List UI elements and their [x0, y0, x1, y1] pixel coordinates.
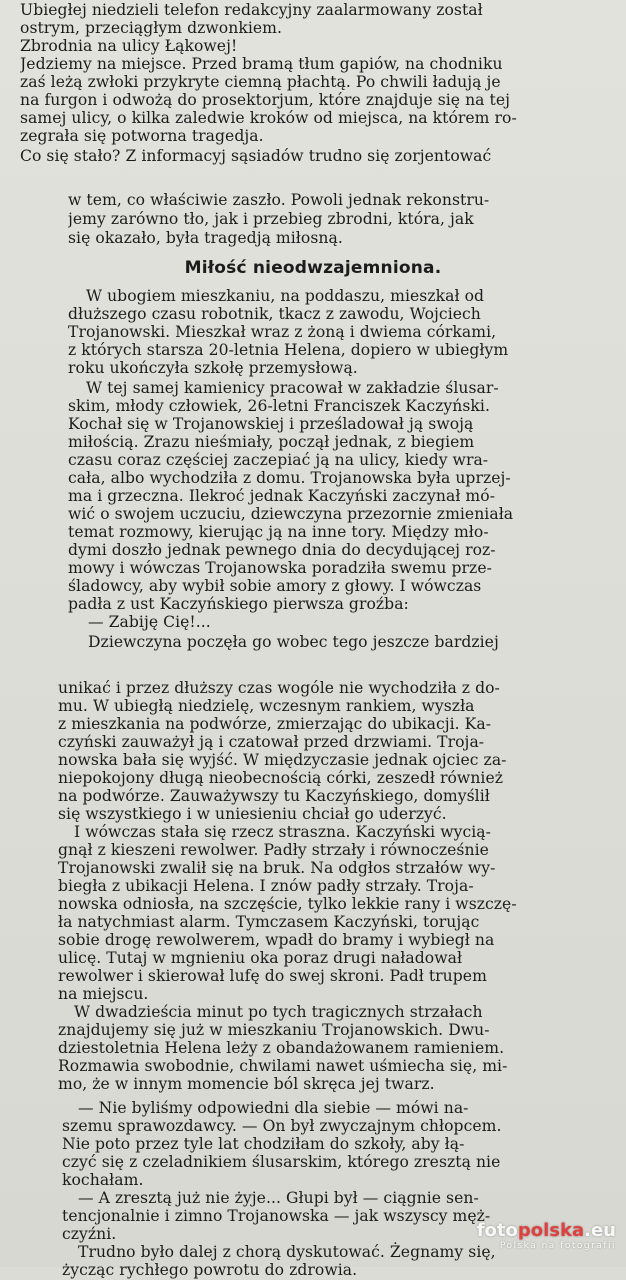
- text-line: roku ukończyła szkołę przemysłową.: [68, 359, 358, 377]
- text-line: Trudno było dalej z chorą dyskutować. Żegnamy się,: [78, 1243, 496, 1261]
- text-line: skim, młody człowiek, 26-letni Franciszek Kaczyński.: [68, 397, 490, 415]
- text-line: się okazało, była tragedją miłosną.: [68, 229, 343, 247]
- text-line: jemy zarówno tło, jak i przebieg zbrodni, która, jak: [68, 210, 474, 228]
- text-line: rewolwer i skierował lufę do swej skroni. Padł trupem: [58, 967, 487, 985]
- text-line: zegrała się potworna tragedja.: [20, 127, 264, 145]
- text-line: tencjonalnie i zimno Trojanowska — jak wszyscy męż-: [62, 1207, 491, 1225]
- text-line: czyźni.: [62, 1225, 117, 1243]
- text-line: Trojanowski. Mieszkał wraz z żoną i dwiema córkami,: [68, 323, 497, 341]
- text-line: z mieszkania na podwórze, zmierzając do ubikacji. Ka-: [58, 715, 492, 733]
- text-line: I wówczas stała się rzecz straszna. Kaczyński wycią-: [74, 823, 491, 841]
- text-line: mu. W ubiegłą niedzielę, wczesnym rankiem, wyszła: [58, 697, 475, 715]
- text-line: dłuższego czasu robotnik, tkacz z zawodu, Wojciech: [68, 305, 481, 323]
- text-line: dymi doszło jednak pewnego dnia do decydującej roz-: [68, 541, 496, 559]
- text-line: sobie drogę rewolwerem, wpadł do bramy i wybiegł na: [58, 931, 495, 949]
- text-line: W tej samej kamienicy pracował w zakładzie ślusar-: [86, 379, 499, 397]
- text-line: na furgon i odwożą do prosektorjum, które znajduje się na tej: [20, 91, 511, 109]
- text-line: Ubiegłej niedzieli telefon redakcyjny zaalarmowany został: [20, 1, 483, 19]
- text-line: Rozmawia swobodnie, chwilami nawet uśmiecha się, mi-: [58, 1057, 508, 1075]
- text-line: unikać i przez dłuższy czas wogóle nie wychodziła z do-: [58, 679, 500, 697]
- text-line: z których starsza 20-letnia Helena, dopiero w ubiegłym: [68, 341, 509, 359]
- text-line: mowy i wówczas Trojanowska poradziła swemu prze-: [68, 559, 492, 577]
- text-line: — Zabiję Cię!...: [88, 613, 211, 631]
- section-heading: Miłość nieodwzajemniona.: [184, 258, 442, 278]
- text-line: padła z ust Kaczyńskiego pierwsza groźba:: [68, 595, 409, 613]
- text-line: życząc rychłego powrotu do zdrowia.: [62, 1261, 358, 1279]
- text-line: miłością. Zrazu nieśmiały, począł jednak, z biegiem: [68, 433, 475, 451]
- text-line: ma i grzeczna. Ilekroć jednak Kaczyński zaczynał mó-: [68, 487, 496, 505]
- watermark: [477, 1220, 616, 1251]
- text-line: na podwórze. Zauważywszy tu Kaczyńskiego, domyślił: [58, 787, 490, 805]
- text-line: zaś leżą zwłoki przykryte ciemną płachtą. Po chwili ładują je: [20, 73, 501, 91]
- text-line: śladowcy, aby wybił sobie amory z głowy. I wówczas: [68, 577, 482, 595]
- text-line: W dwadzieścia minut po tych tragicznych strzałach: [74, 1003, 483, 1021]
- text-line: nowska odniosła, na szczęście, tylko lekkie rany i wszczę-: [58, 895, 517, 913]
- text-line: znajdujemy się już w mieszkaniu Trojanowskich. Dwu-: [58, 1021, 490, 1039]
- text-line: Kochał się w Trojanowskiej i prześladował ją swoją: [68, 415, 474, 433]
- text-line: gnął z kieszeni rewolwer. Padły strzały i równocześnie: [58, 841, 489, 859]
- text-line: Trojanowski zwalił się na bruk. Na odgłos strzałów wy-: [58, 859, 496, 877]
- text-line: kochałam.: [62, 1171, 144, 1189]
- text-line: Jedziemy na miejsce. Przed bramą tłum gapiów, na chodniku: [20, 55, 503, 73]
- text-line: Nie poto przez tyle lat chodziłam do szkoły, aby łą-: [62, 1135, 465, 1153]
- text-line: temat rozmowy, kierując ją na inne tory. Między mło-: [68, 523, 489, 541]
- text-line: — Nie byliśmy odpowiedni dla siebie — mówi na-: [78, 1099, 469, 1117]
- text-line: czyć się z czeladnikiem ślusarskim, którego zresztą nie: [62, 1153, 501, 1171]
- watermark-brand: fotopolska.eu: [476, 1220, 616, 1241]
- text-line: Co się stało? Z informacyj sąsiadów trudno się zorjentować: [20, 147, 492, 165]
- text-line: biegła z ubikacji Helena. I znów padły strzały. Troja-: [58, 877, 474, 895]
- watermark-tagline: Polska na fotografii: [499, 1241, 616, 1251]
- text-line: szemu sprawozdawcy. — On był zwyczajnym chłopcem.: [62, 1117, 502, 1135]
- text-line: się wszystkiego i w uniesieniu chciał go uderzyć.: [58, 805, 447, 823]
- text-line: ulicę. Tutaj w mgnieniu oka poraz drugi naładował: [58, 949, 463, 967]
- text-line: Zbrodnia na ulicy Łąkowej!: [20, 37, 238, 55]
- text-line: niepokojony długą nieobecnością córki, zeszedł również: [58, 769, 503, 787]
- text-line: samej ulicy, o kilka zaledwie kroków od miejsca, na którem ro-: [20, 109, 517, 127]
- text-line: ostrym, przeciągłym dzwonkiem.: [20, 19, 282, 37]
- text-line: w tem, co właściwie zaszło. Powoli jednak rekonstru-: [68, 191, 490, 209]
- text-line: nowska bała się wyjść. W międzyczasie jednak ojciec za-: [58, 751, 507, 769]
- text-line: W ubogiem mieszkaniu, na poddaszu, mieszkał od: [86, 287, 485, 305]
- text-line: czyński zauważył ją i czatował przed drzwiami. Troja-: [58, 733, 485, 751]
- text-line: mo, że w innym momencie ból skręca jej twarz.: [58, 1075, 435, 1093]
- text-line: cała, albo wychodziła z domu. Trojanowska była uprzej-: [68, 469, 511, 487]
- text-line: dziestoletnia Helena leży z obandażowanem ramieniem.: [58, 1039, 505, 1057]
- text-line: Dziewczyna poczęła go wobec tego jeszcze bardziej: [88, 633, 499, 651]
- text-line: wić o swojem uczuciu, dziewczyna przezornie zmieniała: [68, 505, 514, 523]
- text-line: na miejscu.: [58, 985, 149, 1003]
- text-line: ła natychmiast alarm. Tymczasem Kaczyński, torując: [58, 913, 480, 931]
- text-line: czasu coraz częściej zaczepiać ją na ulicy, kiedy wra-: [68, 451, 489, 469]
- text-line: — A zresztą już nie żyje... Głupi był — ciągnie sen-: [78, 1189, 479, 1207]
